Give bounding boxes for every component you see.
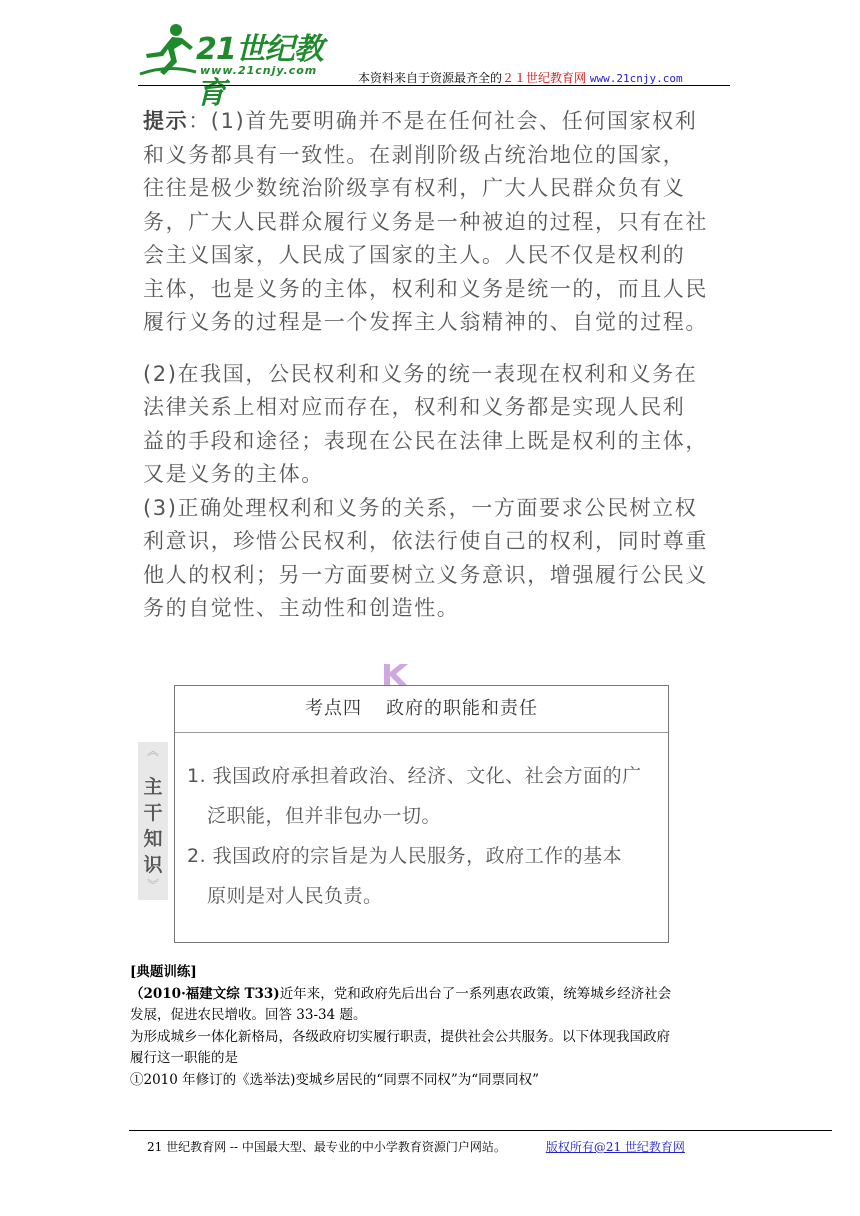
question-stem: 为形成城乡一体化新格局，各级政府切实履行职责，提供社会公共服务。以下体现我国政府 [130, 1028, 670, 1045]
header-note-prefix: 本资料来自于资源最齐全的 [358, 71, 503, 85]
question-intro-cont: 发展，促进农民增收。回答 33-34 题。 [130, 1007, 367, 1023]
knowledge-item-cont: 原则是对人民负责。 [207, 885, 383, 907]
logo-url: www.21cnjy.com [200, 64, 318, 77]
question-option: ①2010 年修订的《选举法)变城乡居民的“同票不同权”为“同票同权” [130, 1071, 540, 1088]
hint-line: 他人的权利；另一方面要树立义务意识，增强履行公民义 [143, 562, 708, 587]
hint-line: 务的自觉性、主动性和创造性。 [143, 596, 460, 620]
question-block [130, 962, 730, 1091]
topic-name: 政府的职能和责任 [386, 698, 538, 719]
knowledge-box-title [175, 686, 668, 733]
knowledge-item: 1. 我国政府承担着政治、经济、文化、社会方面的广 [187, 765, 642, 787]
side-tab-char: 知 [143, 828, 163, 850]
hint-line: 主体，也是义务的主体，权利和义务是统一的，而且人民 [143, 276, 708, 301]
knowledge-item: 2. 我国政府的宗旨是为人民服务，政府工作的基本 [187, 845, 623, 867]
side-tab-char: 干 [143, 802, 163, 824]
question-stem-cont: 履行这一职能的是 [130, 1050, 238, 1066]
header-url-link[interactable]: www.21cnjy.com [589, 72, 683, 85]
side-tab-char: 主 [143, 776, 163, 798]
side-tab-char: 识 [143, 854, 163, 876]
hint-line: (2)在我国，公民权利和义务的统一表现在权利和义务在 [143, 361, 698, 386]
knowledge-box [174, 685, 669, 943]
knowledge-box-body [187, 756, 657, 916]
footer [147, 1138, 685, 1155]
hint-line: ：(1)首先要明确并不是在任何社会、任何国家权利 [188, 109, 698, 133]
hint-line: 法律关系上相对应而存在，权利和义务都是实现人民利 [143, 395, 686, 419]
logo-text: 21世纪教育 [196, 32, 323, 111]
hint-block [143, 105, 723, 626]
hint-line: (3)正确处理权利和义务的关系，一方面要求公民树立权 [143, 495, 698, 520]
hint-line: 往往是极少数统治阶级享有权利，广大人民群众负有义 [143, 176, 686, 200]
question-intro: 近年来，党和政府先后出台了一系列惠农政策，统筹城乡经济社会 [279, 985, 672, 1002]
hint-line: 会主义国家，人民成了国家的主人。人民不仅是权利的 [143, 243, 686, 267]
hint-label: 提示 [143, 109, 189, 133]
header-note [358, 69, 683, 86]
question-source: （2010·福建文综 T33) [130, 985, 280, 1002]
knowledge-item-cont: 泛职能，但并非包办一切。 [207, 805, 442, 827]
hint-line: 利意识，珍惜公民权利，依法行使自己的权利，同时尊重 [143, 529, 708, 553]
hint-line: 履行义务的过程是一个发挥主人翁精神的、自觉的过程。 [143, 310, 708, 334]
chevron-up-icon: ︽ [146, 744, 159, 758]
hint-line: 务，广大人民群众履行义务是一种被迫的过程，只有在社 [143, 209, 708, 234]
side-tab [138, 742, 168, 900]
chevron-down-icon: ︾ [146, 878, 159, 892]
footer-rule [129, 1130, 832, 1131]
site-logo [138, 22, 348, 111]
hint-line: 又是义务的主体。 [143, 462, 324, 486]
section-heading: [典题训练] [130, 964, 197, 980]
footer-text: 21 世纪教育网 -- 中国最大型、最专业的中小学教育资源门户网站。 [147, 1140, 506, 1154]
topic-number: 考点四 [305, 698, 362, 719]
header-site-link[interactable]: ２１世纪教育网 [502, 71, 587, 85]
header-rule [138, 85, 730, 86]
hint-line: 益的手段和途径；表现在公民在法律上既是权利的主体， [143, 428, 708, 453]
runner-icon [138, 22, 198, 80]
copyright-link[interactable]: 版权所有@21 世纪教育网 [545, 1140, 685, 1154]
hint-line: 和义务都具有一致性。在剥削阶级占统治地位的国家， [143, 142, 686, 167]
